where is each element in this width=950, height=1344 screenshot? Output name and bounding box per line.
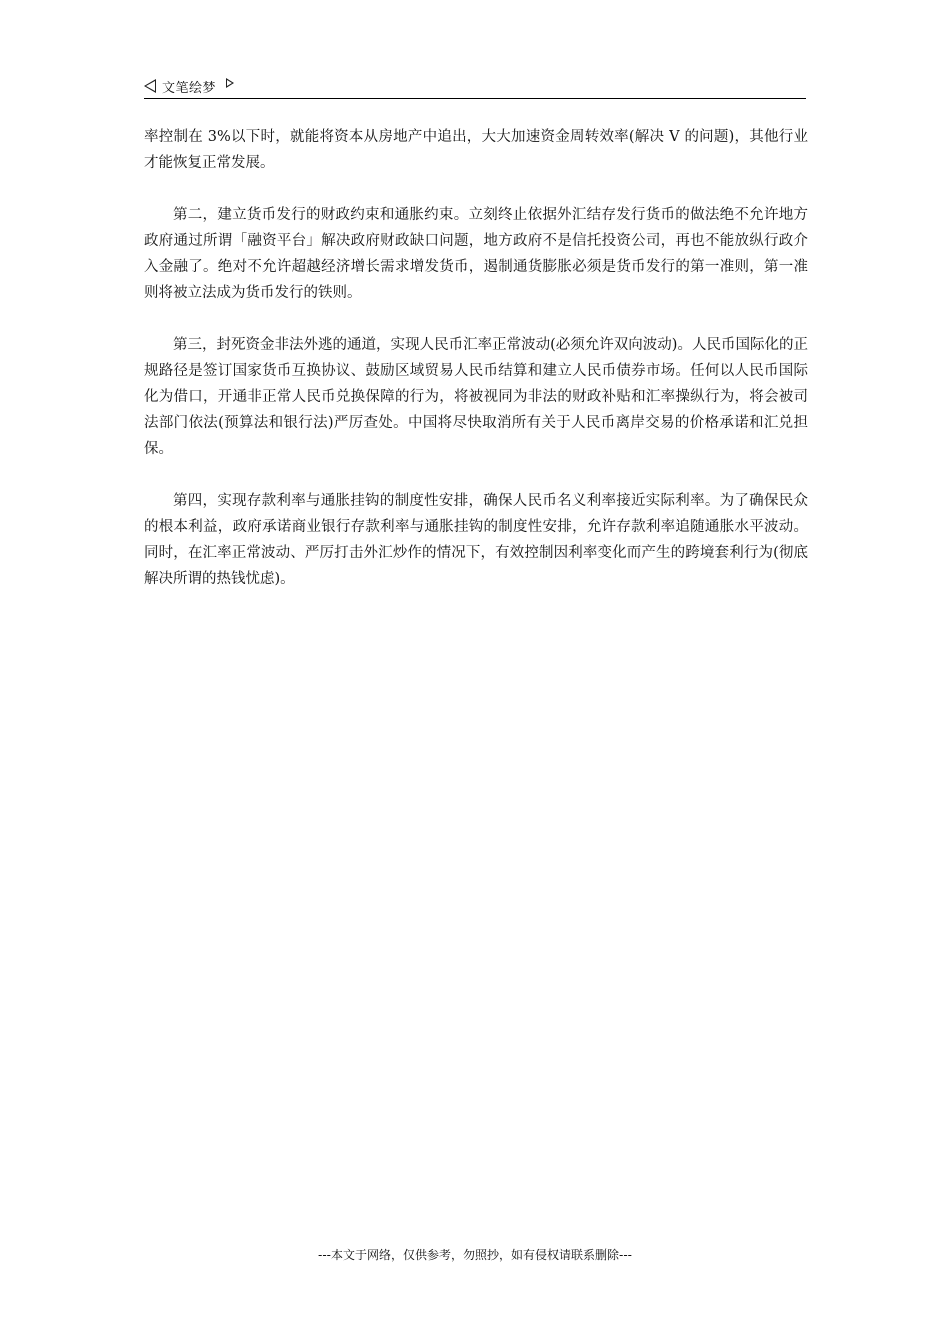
triangle-left-icon [144, 79, 156, 93]
page-footer: ---本文于网络，仅供参考，勿照抄，如有侵权请联系删除--- [318, 1248, 632, 1262]
document-body [144, 124, 808, 618]
triangle-right-icon [226, 78, 234, 88]
header-title: 文笔绘梦 [162, 80, 217, 96]
paragraph-third: 第三，封死资金非法外逃的通道，实现人民币汇率正常波动(必须允许双向波动)。人民币国际化的正规路径是签订国家货币互换协议、鼓励区域贸易人民币结算和建立人民币债券市场。任何以人民币国际化为借口，开通非正常人民币兑换保障的行为，将被视同为非法的财政补贴和汇率操纵行为，将会被司法部门依法(预算法和银行法)严厉查处。中国将尽快取消所有关于人民币离岸交易的价格承诺和汇兑担保。 [144, 337, 808, 457]
paragraph-second: 第二，建立货币发行的财政约束和通胀约束。立刻终止依据外汇结存发行货币的做法绝不允许地方政府通过所谓「融资平台」解决政府财政缺口问题，地方政府不是信托投资公司，再也不能放纵行政介入金融了。绝对不允许超越经济增长需求增发货币，遏制通货膨胀必须是货币发行的第一准则，第一准则将被立法成为货币发行的铁则。 [144, 207, 808, 301]
page-header [144, 74, 806, 99]
paragraph-continuation: 率控制在 3%以下时，就能将资本从房地产中追出，大大加速资金周转效率(解决 V 的问题)，其他行业才能恢复正常发展。 [144, 129, 808, 171]
paragraph-fourth: 第四，实现存款利率与通胀挂钩的制度性安排，确保人民币名义利率接近实际利率。为了确保民众的根本利益，政府承诺商业银行存款利率与通胀挂钩的制度性安排，允许存款利率追随通胀水平波动。同时，在汇率正常波动、严厉打击外汇炒作的情况下，有效控制因利率变化而产生的跨境套利行为(彻底解决所谓的热钱忧虑)。 [144, 493, 808, 587]
